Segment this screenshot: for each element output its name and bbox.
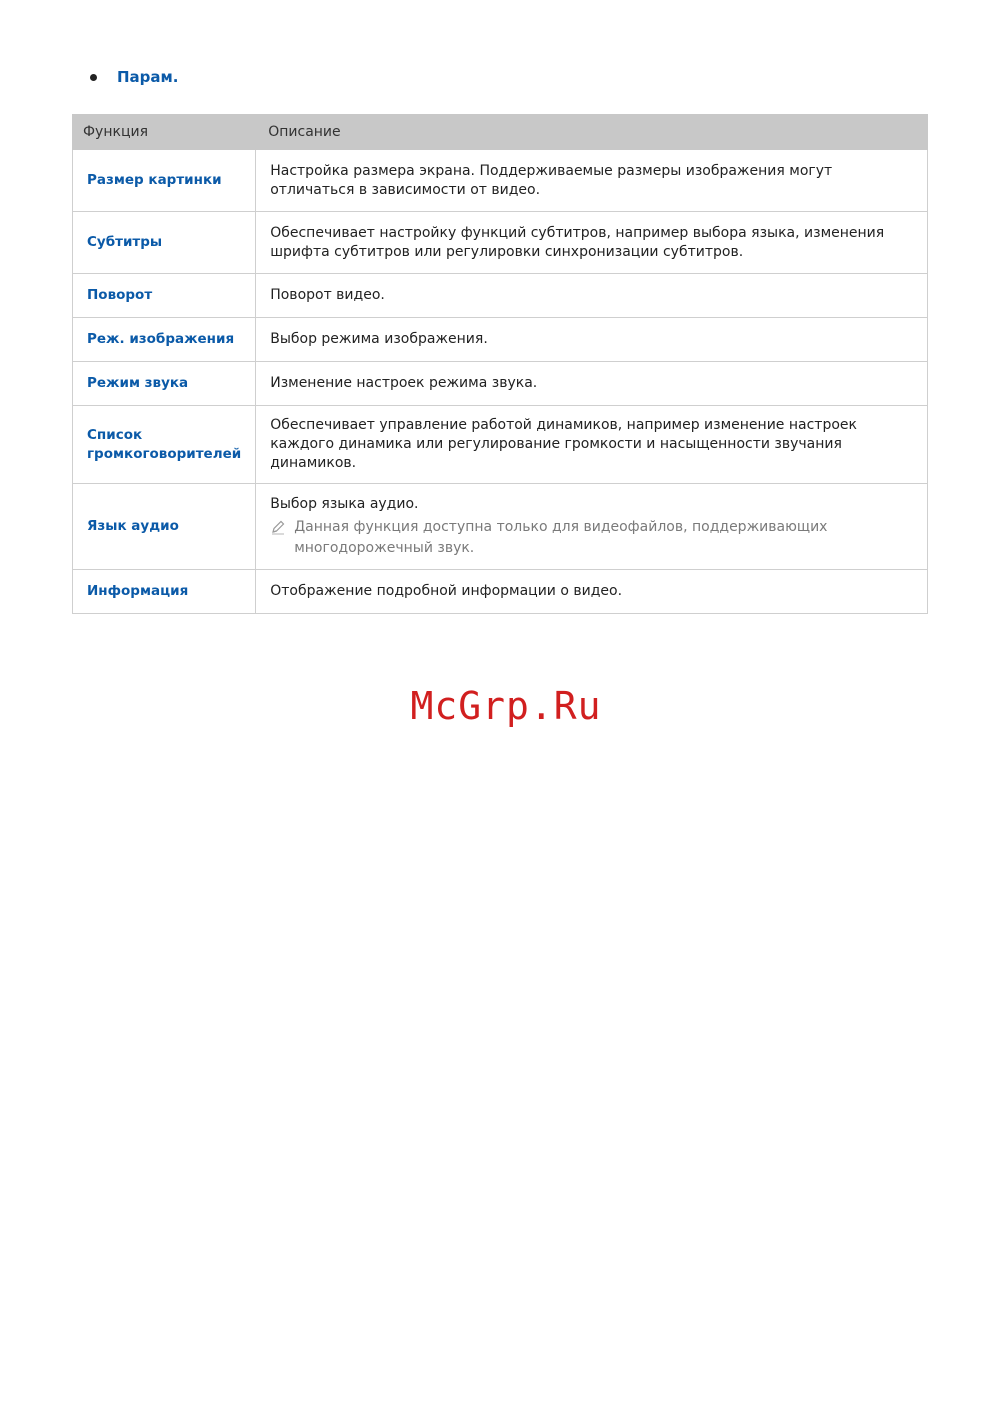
function-name-information[interactable]: Информация [73,570,256,614]
table-row [73,362,928,406]
note [270,517,913,559]
function-description: Обеспечивает управление работой динамиков, например изменение настроек каждого динамика или регулирование громкости и насыщенности звучания динамиков. [256,406,928,484]
header-description: Описание [256,115,928,150]
function-name-sound-mode[interactable]: Режим звука [73,362,256,406]
table-row [73,274,928,318]
table-row [73,150,928,212]
table-row [73,570,928,614]
function-description-cell [256,484,928,570]
watermark-text: McGrp.Ru [410,684,602,728]
bullet-dot-icon [90,74,97,81]
function-name-audio-language[interactable]: Язык аудио [73,484,256,570]
table-row [73,318,928,362]
function-name-picture-size[interactable]: Размер картинки [73,150,256,212]
function-description: Отображение подробной информации о видео. [256,570,928,614]
function-name-speaker-list[interactable]: Список громкоговорителей [73,406,256,484]
function-table [72,114,928,614]
function-name-rotate[interactable]: Поворот [73,274,256,318]
table-row [73,406,928,484]
function-description: Выбор режима изображения. [256,318,928,362]
note-text: Данная функция доступна только для видеофайлов, поддерживающих многодорожечный звук. [294,518,828,556]
function-description: Выбор языка аудио. [270,495,419,512]
function-name-picture-mode[interactable]: Реж. изображения [73,318,256,362]
header-function: Функция [73,115,256,150]
function-description: Обеспечивает настройку функций субтитров, например выбора языка, изменения шрифта субтитров или регулировки синхронизации субтитров. [256,212,928,274]
pencil-note-icon [270,517,294,541]
function-description: Настройка размера экрана. Поддерживаемые размеры изображения могут отличаться в зависимости от видео. [256,150,928,212]
section-title: Парам. [117,68,179,86]
function-description: Поворот видео. [256,274,928,318]
table-row [73,212,928,274]
function-description: Изменение настроек режима звука. [256,362,928,406]
section-heading [90,68,179,86]
function-name-subtitles[interactable]: Субтитры [73,212,256,274]
table-row [73,484,928,570]
table-header-row [73,115,928,150]
